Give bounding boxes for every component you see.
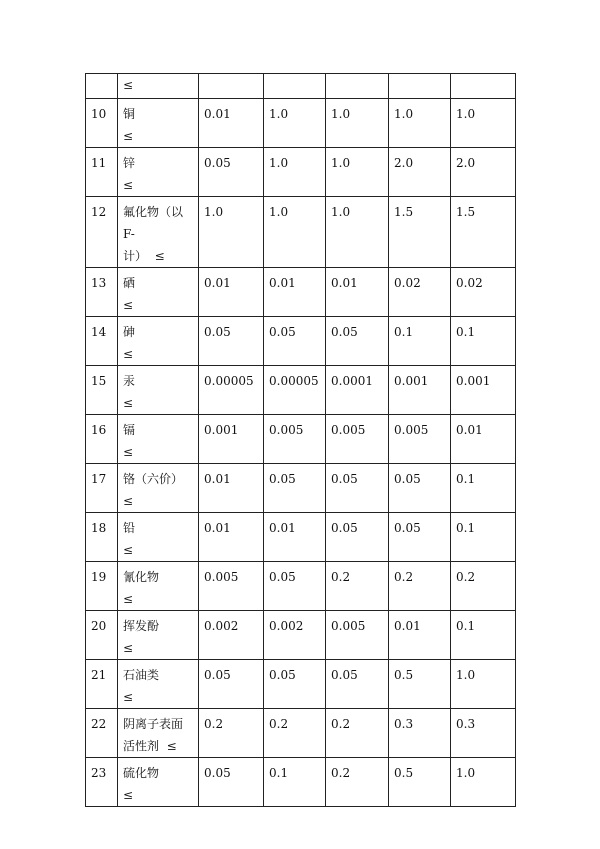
item-name-cell: [118, 513, 199, 562]
cell-text: 23: [91, 766, 107, 780]
item-name-cell: [118, 709, 199, 758]
cell-text: 0.005: [204, 570, 239, 584]
class-3-value-cell: [326, 148, 389, 197]
cell-text: 13: [91, 276, 107, 290]
item-name-cell: [118, 562, 199, 611]
table-row: [86, 148, 516, 197]
item-name-text: 汞 ≤: [123, 374, 136, 410]
class-2-value-cell: [264, 611, 326, 660]
cell-text: 0.001: [204, 423, 239, 437]
item-number-cell: [86, 709, 118, 758]
class-5-value-cell: [451, 268, 516, 317]
cell-text: 0.005: [269, 423, 304, 437]
class-5-value-cell: [451, 197, 516, 268]
cell-text: 0.2: [331, 766, 351, 780]
cell-text: 0.01: [269, 276, 296, 290]
cell-text: 1.0: [456, 107, 476, 121]
item-number-cell: [86, 268, 118, 317]
class-3-value-cell: [326, 758, 389, 807]
item-number-cell: [86, 74, 118, 99]
cell-text: 14: [91, 325, 107, 339]
cell-text: 20: [91, 619, 107, 633]
cell-text: 0.01: [204, 472, 231, 486]
item-number-cell: [86, 99, 118, 148]
class-3-value-cell: [326, 74, 389, 99]
cell-text: 1.0: [331, 107, 351, 121]
cell-text: 0.01: [204, 521, 231, 535]
item-number-cell: [86, 513, 118, 562]
class-2-value-cell: [264, 317, 326, 366]
cell-text: 0.02: [394, 276, 421, 290]
item-name-cell: [118, 660, 199, 709]
cell-text: 1.0: [269, 205, 289, 219]
item-name-text: ≤: [123, 78, 134, 92]
cell-text: 0.05: [331, 325, 358, 339]
cell-text: 12: [91, 205, 107, 219]
cell-text: 0.01: [204, 107, 231, 121]
class-1-value-cell: [199, 464, 264, 513]
class-3-value-cell: [326, 660, 389, 709]
table-row: [86, 74, 516, 99]
item-number-cell: [86, 464, 118, 513]
cell-text: 0.5: [394, 766, 414, 780]
class-3-value-cell: [326, 197, 389, 268]
item-name-text: 石油类 ≤: [123, 668, 160, 704]
cell-text: 0.01: [269, 521, 296, 535]
item-name-cell: [118, 74, 199, 99]
class-2-value-cell: [264, 758, 326, 807]
class-2-value-cell: [264, 366, 326, 415]
class-4-value-cell: [389, 513, 451, 562]
cell-text: 1.0: [269, 107, 289, 121]
class-4-value-cell: [389, 99, 451, 148]
item-name-text: 挥发酚 ≤: [123, 619, 160, 655]
cell-text: 22: [91, 717, 107, 731]
item-name-cell: [118, 415, 199, 464]
item-name-cell: [118, 464, 199, 513]
cell-text: 0.5: [394, 668, 414, 682]
class-1-value-cell: [199, 758, 264, 807]
item-name-text: 氰化物 ≤: [123, 570, 160, 606]
table-row: [86, 366, 516, 415]
table-row: [86, 415, 516, 464]
class-2-value-cell: [264, 99, 326, 148]
item-number-cell: [86, 562, 118, 611]
item-name-cell: [118, 268, 199, 317]
item-name-text: 氟化物（以F- 计） ≤: [123, 205, 184, 263]
class-4-value-cell: [389, 562, 451, 611]
class-5-value-cell: [451, 758, 516, 807]
class-3-value-cell: [326, 709, 389, 758]
class-2-value-cell: [264, 268, 326, 317]
cell-text: 0.005: [331, 423, 366, 437]
table-row: [86, 660, 516, 709]
cell-text: 10: [91, 107, 107, 121]
cell-text: 0.05: [204, 668, 231, 682]
cell-text: 17: [91, 472, 107, 486]
class-2-value-cell: [264, 74, 326, 99]
class-2-value-cell: [264, 660, 326, 709]
table-row: [86, 562, 516, 611]
cell-text: 0.05: [394, 472, 421, 486]
class-4-value-cell: [389, 611, 451, 660]
class-4-value-cell: [389, 268, 451, 317]
class-5-value-cell: [451, 562, 516, 611]
item-name-cell: [118, 99, 199, 148]
class-3-value-cell: [326, 611, 389, 660]
item-name-cell: [118, 611, 199, 660]
item-number-cell: [86, 148, 118, 197]
class-5-value-cell: [451, 317, 516, 366]
table-row: [86, 197, 516, 268]
class-4-value-cell: [389, 758, 451, 807]
cell-text: 0.2: [394, 570, 414, 584]
class-5-value-cell: [451, 74, 516, 99]
cell-text: 0.002: [269, 619, 304, 633]
class-3-value-cell: [326, 513, 389, 562]
item-number-cell: [86, 660, 118, 709]
item-name-cell: [118, 366, 199, 415]
cell-text: 0.2: [204, 717, 224, 731]
item-number-cell: [86, 366, 118, 415]
cell-text: 0.01: [331, 276, 358, 290]
cell-text: 0.2: [456, 570, 476, 584]
class-4-value-cell: [389, 317, 451, 366]
class-1-value-cell: [199, 660, 264, 709]
class-4-value-cell: [389, 464, 451, 513]
class-4-value-cell: [389, 660, 451, 709]
item-name-text: 锌 ≤: [123, 156, 136, 192]
item-name-cell: [118, 197, 199, 268]
cell-text: 1.5: [456, 205, 476, 219]
cell-text: 2.0: [456, 156, 476, 170]
table-row: [86, 513, 516, 562]
class-3-value-cell: [326, 415, 389, 464]
item-name-text: 铜 ≤: [123, 107, 136, 143]
table-row: [86, 709, 516, 758]
cell-text: 0.01: [204, 276, 231, 290]
item-name-text: 硒 ≤: [123, 276, 136, 312]
water-quality-standards-table: [85, 73, 516, 807]
class-4-value-cell: [389, 74, 451, 99]
class-1-value-cell: [199, 317, 264, 366]
cell-text: 21: [91, 668, 107, 682]
item-name-text: 阴离子表面 活性剂 ≤: [123, 717, 184, 753]
class-5-value-cell: [451, 513, 516, 562]
cell-text: 16: [91, 423, 107, 437]
class-1-value-cell: [199, 74, 264, 99]
class-5-value-cell: [451, 464, 516, 513]
class-5-value-cell: [451, 148, 516, 197]
class-5-value-cell: [451, 709, 516, 758]
cell-text: 1.5: [394, 205, 414, 219]
cell-text: 0.05: [269, 472, 296, 486]
cell-text: 0.00005: [269, 374, 319, 388]
class-3-value-cell: [326, 562, 389, 611]
cell-text: 0.05: [269, 570, 296, 584]
cell-text: 1.0: [331, 156, 351, 170]
cell-text: 2.0: [394, 156, 414, 170]
item-name-text: 铬（六价） ≤: [123, 472, 184, 508]
item-number-cell: [86, 611, 118, 660]
cell-text: 0.0001: [331, 374, 373, 388]
class-1-value-cell: [199, 562, 264, 611]
cell-text: 0.01: [456, 423, 483, 437]
class-1-value-cell: [199, 611, 264, 660]
class-1-value-cell: [199, 99, 264, 148]
cell-text: 0.3: [394, 717, 414, 731]
class-4-value-cell: [389, 709, 451, 758]
table-body: [86, 74, 516, 807]
cell-text: 0.05: [394, 521, 421, 535]
cell-text: 0.1: [456, 472, 476, 486]
class-1-value-cell: [199, 268, 264, 317]
class-1-value-cell: [199, 148, 264, 197]
class-4-value-cell: [389, 415, 451, 464]
cell-text: 0.2: [331, 717, 351, 731]
item-number-cell: [86, 758, 118, 807]
cell-text: 0.2: [331, 570, 351, 584]
class-2-value-cell: [264, 562, 326, 611]
class-2-value-cell: [264, 197, 326, 268]
item-number-cell: [86, 415, 118, 464]
cell-text: 0.05: [204, 156, 231, 170]
cell-text: 0.1: [394, 325, 414, 339]
table-row: [86, 611, 516, 660]
table-row: [86, 268, 516, 317]
item-name-text: 硫化物 ≤: [123, 766, 160, 802]
cell-text: 1.0: [456, 766, 476, 780]
class-2-value-cell: [264, 464, 326, 513]
cell-text: 0.05: [331, 472, 358, 486]
cell-text: 11: [91, 156, 107, 170]
cell-text: 0.1: [456, 619, 476, 633]
class-5-value-cell: [451, 415, 516, 464]
item-name-text: 镉 ≤: [123, 423, 136, 459]
class-4-value-cell: [389, 197, 451, 268]
class-5-value-cell: [451, 99, 516, 148]
cell-text: 0.2: [269, 717, 289, 731]
class-3-value-cell: [326, 99, 389, 148]
item-name-cell: [118, 317, 199, 366]
table-row: [86, 99, 516, 148]
cell-text: 0.05: [204, 766, 231, 780]
cell-text: 1.0: [456, 668, 476, 682]
class-2-value-cell: [264, 415, 326, 464]
cell-text: 0.05: [269, 668, 296, 682]
cell-text: 15: [91, 374, 107, 388]
class-3-value-cell: [326, 366, 389, 415]
cell-text: 0.1: [456, 325, 476, 339]
item-number-cell: [86, 317, 118, 366]
cell-text: 1.0: [394, 107, 414, 121]
cell-text: 19: [91, 570, 107, 584]
cell-text: 0.005: [394, 423, 429, 437]
class-5-value-cell: [451, 366, 516, 415]
cell-text: 0.1: [456, 521, 476, 535]
class-4-value-cell: [389, 148, 451, 197]
cell-text: 1.0: [331, 205, 351, 219]
class-1-value-cell: [199, 197, 264, 268]
cell-text: 18: [91, 521, 107, 535]
class-5-value-cell: [451, 611, 516, 660]
cell-text: 0.00005: [204, 374, 254, 388]
class-5-value-cell: [451, 660, 516, 709]
cell-text: 1.0: [204, 205, 224, 219]
cell-text: 0.05: [331, 521, 358, 535]
class-1-value-cell: [199, 366, 264, 415]
class-4-value-cell: [389, 366, 451, 415]
cell-text: 0.01: [394, 619, 421, 633]
cell-text: 1.0: [269, 156, 289, 170]
class-2-value-cell: [264, 709, 326, 758]
cell-text: 0.001: [394, 374, 429, 388]
item-number-cell: [86, 197, 118, 268]
class-1-value-cell: [199, 415, 264, 464]
item-name-cell: [118, 148, 199, 197]
class-2-value-cell: [264, 148, 326, 197]
cell-text: 0.05: [269, 325, 296, 339]
item-name-cell: [118, 758, 199, 807]
cell-text: 0.02: [456, 276, 483, 290]
table-row: [86, 464, 516, 513]
cell-text: 0.1: [269, 766, 289, 780]
cell-text: 0.005: [331, 619, 366, 633]
class-2-value-cell: [264, 513, 326, 562]
cell-text: 0.05: [204, 325, 231, 339]
item-name-text: 砷 ≤: [123, 325, 136, 361]
cell-text: 0.3: [456, 717, 476, 731]
cell-text: 0.001: [456, 374, 491, 388]
class-1-value-cell: [199, 513, 264, 562]
class-3-value-cell: [326, 317, 389, 366]
item-name-text: 铅 ≤: [123, 521, 136, 557]
class-3-value-cell: [326, 268, 389, 317]
cell-text: 0.05: [331, 668, 358, 682]
cell-text: 0.002: [204, 619, 239, 633]
table-row: [86, 317, 516, 366]
class-3-value-cell: [326, 464, 389, 513]
table-row: [86, 758, 516, 807]
class-1-value-cell: [199, 709, 264, 758]
